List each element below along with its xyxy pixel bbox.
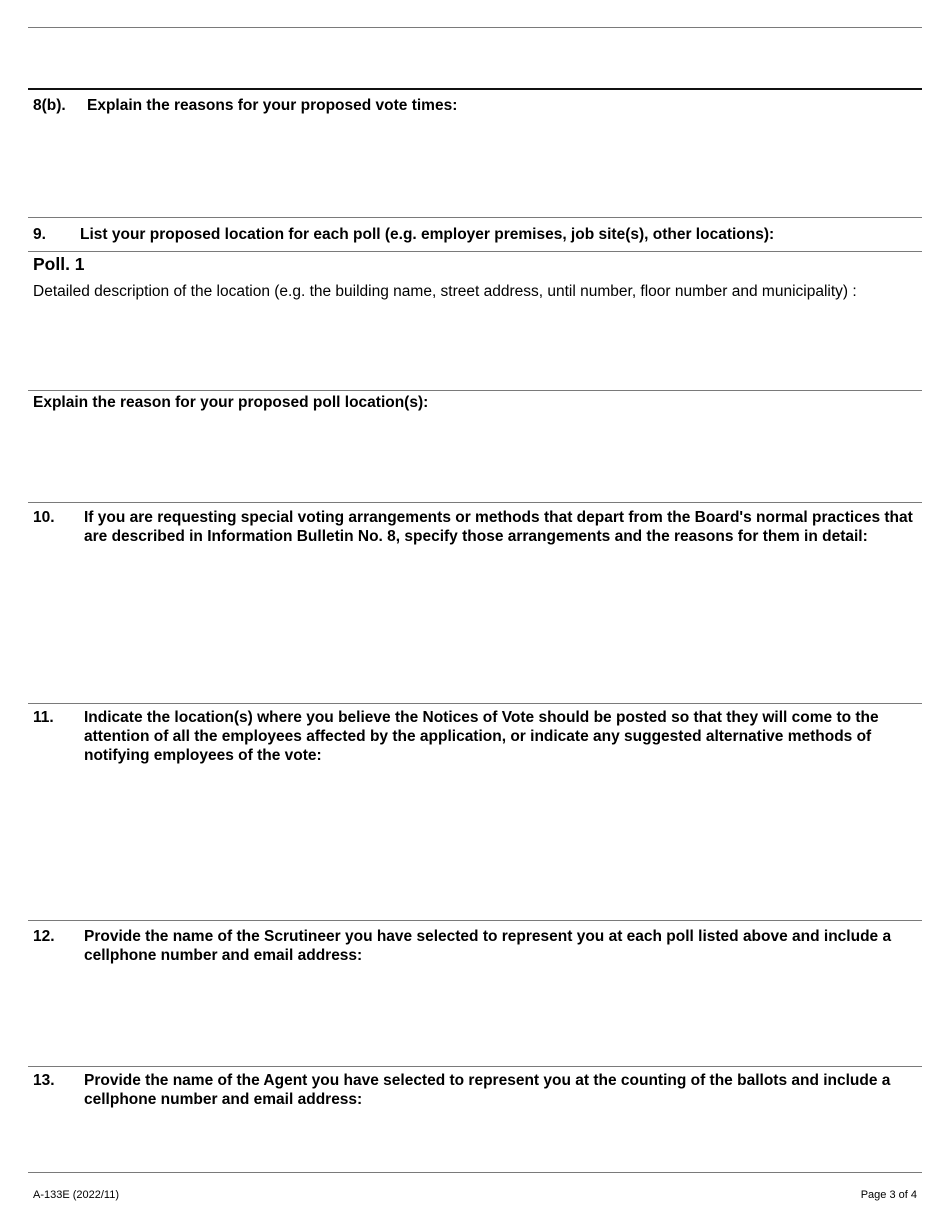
question-9-text: List your proposed location for each poll (e.g. employer premises, job site(s), other locations):	[80, 226, 775, 243]
question-13	[33, 1071, 920, 1109]
section-11-divider	[28, 703, 922, 704]
question-13-number: 13.	[33, 1072, 55, 1089]
top-rule	[28, 27, 922, 28]
question-9-number: 9.	[33, 226, 46, 243]
reason-divider	[28, 390, 922, 391]
question-9	[33, 225, 920, 244]
question-11	[33, 708, 920, 765]
section-12-divider	[28, 920, 922, 921]
section-13-divider	[28, 1066, 922, 1067]
section-10-divider	[28, 502, 922, 503]
question-12-number: 12.	[33, 928, 55, 945]
question-13-text: Provide the name of the Agent you have selected to represent you at the counting of the ballots and include a cellphone number and email address:	[84, 1072, 891, 1108]
question-10-text: If you are requesting special voting arrangements or methods that depart from the Board's normal practices that are described in Information Bulletin No. 8, specify those arrangements and the reasons for them in detail:	[84, 509, 913, 545]
question-11-number: 11.	[33, 709, 54, 726]
question-11-text: Indicate the location(s) where you believe the Notices of Vote should be posted so that they will come to the attention of all the employees affected by the application, or indicate any suggested alternative methods of notifying employees of the vote:	[84, 709, 879, 764]
page-number: Page 3 of 4	[860, 1189, 917, 1201]
poll-title: Poll. 1	[33, 254, 85, 274]
poll-reason-label: Explain the reason for your proposed poll location(s):	[33, 394, 429, 411]
location-description-label: Detailed description of the location (e.g. the building name, street address, until number, floor number and municipality) :	[33, 283, 857, 300]
footer-rule	[28, 1172, 922, 1173]
question-8b-text: Explain the reasons for your proposed vote times:	[87, 97, 458, 114]
question-10-number: 10.	[33, 509, 55, 526]
question-8b	[33, 96, 920, 115]
question-10	[33, 508, 920, 546]
question-12	[33, 927, 920, 965]
question-8b-number: 8(b).	[33, 97, 66, 114]
question-12-text: Provide the name of the Scrutineer you have selected to represent you at each poll listed above and include a cellphone number and email address:	[84, 928, 892, 964]
section-9-divider	[28, 217, 922, 218]
poll-divider	[28, 251, 922, 252]
form-code: A-133E (2022/11)	[33, 1189, 120, 1201]
section-8b-divider	[28, 88, 922, 90]
